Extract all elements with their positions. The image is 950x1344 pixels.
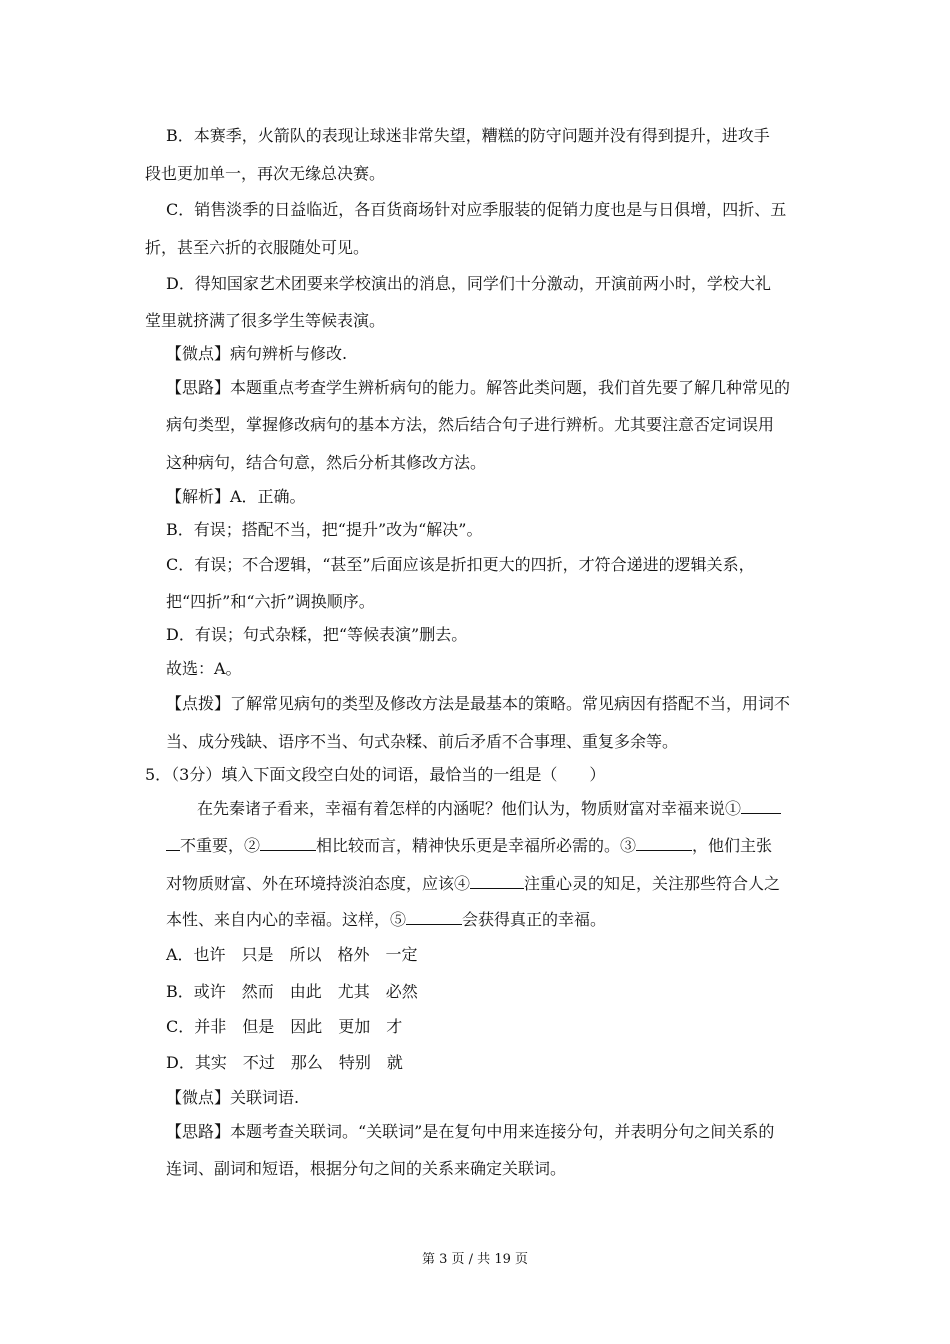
blank-5	[406, 910, 462, 925]
weidian-5: 【微点】关联词语.	[166, 1088, 300, 1107]
silu-5-line2: 连词、副词和短语，根据分句之间的关系来确定关联词。	[166, 1159, 567, 1178]
weidian-4: 【微点】病句辨析与修改.	[166, 344, 348, 363]
option-5c: C．并非 但是 因此 更加 才	[166, 1017, 403, 1036]
blank-4	[470, 874, 524, 889]
blank-1a	[741, 799, 781, 814]
passage-line1: 在先秦诸子看来，幸福有着怎样的内涵呢？他们认为，物质财富对幸福来说①	[197, 799, 781, 819]
jiexi-4-c-line2: 把“四折”和“六折”调换顺序。	[166, 592, 375, 611]
passage-line4: 本性、来自内心的幸福。这样，⑤ 会获得真正的幸福。	[166, 910, 607, 929]
dianbo-4-line2: 当、成分残缺、语序不当、句式杂糅、前后矛盾不合事理、重复多余等。	[166, 732, 679, 751]
jiexi-4-d: D．有误；句式杂糅，把“等候表演”删去。	[166, 625, 468, 644]
page-footer: 第 3 页 / 共 19 页	[422, 1252, 528, 1267]
silu-4-line2: 病句类型，掌握修改病句的基本方法，然后结合句子进行辨析。尤其要注意否定词误用	[166, 415, 775, 434]
option-c-line2: 折，甚至六折的衣服随处可见。	[145, 238, 370, 257]
option-5b: B．或许 然而 由此 尤其 必然	[166, 982, 418, 1001]
option-d-line2: 堂里就挤满了很多学生等候表演。	[145, 311, 386, 330]
jiexi-4-b: B．有误；搭配不当，把“提升”改为“解决”。	[166, 520, 483, 539]
answer-4: 故选：A。	[166, 659, 242, 678]
option-c-line1: C．销售淡季的日益临近，各百货商场针对应季服装的促销力度也是与日俱增，四折、五	[166, 200, 787, 219]
option-5d: D．其实 不过 那么 特别 就	[166, 1053, 403, 1072]
dianbo-4-line1: 【点拨】了解常见病句的类型及修改方法是最基本的策略。常见病因有搭配不当，用词不	[166, 694, 791, 713]
silu-4-line3: 这种病句，结合句意，然后分析其修改方法。	[166, 453, 487, 472]
question-5-stem: 5．（3分）填入下面文段空白处的词语，最恰当的一组是（ ）	[145, 765, 606, 784]
option-5a: A．也许 只是 所以 格外 一定	[166, 945, 418, 964]
option-b-line2: 段也更加单一，再次无缘总决赛。	[145, 164, 386, 183]
jiexi-4-a: 【解析】A．正确。	[166, 487, 306, 506]
passage-line2: 不重要，② 相比较而言，精神快乐更是幸福所必需的。③ ，他们主张	[166, 836, 772, 856]
blank-1b	[166, 836, 180, 851]
passage-line3: 对物质财富、外在环境持淡泊态度，应该④ 注重心灵的知足，关注那些符合人之	[166, 874, 781, 893]
option-b-line1: B．本赛季，火箭队的表现让球迷非常失望，糟糕的防守问题并没有得到提升，进攻手	[166, 126, 770, 145]
silu-4-line1: 【思路】本题重点考查学生辨析病句的能力。解答此类问题，我们首先要了解几种常见的	[166, 378, 791, 397]
jiexi-4-c-line1: C．有误；不合逻辑，“甚至”后面应该是折扣更大的四折，才符合递进的逻辑关系，	[166, 555, 755, 574]
blank-2	[260, 836, 316, 851]
option-d-line1: D．得知国家艺术团要来学校演出的消息，同学们十分激动，开演前两小时，学校大礼	[166, 274, 771, 293]
blank-3	[636, 836, 692, 851]
silu-5-line1: 【思路】本题考查关联词。“关联词”是在复句中用来连接分句，并表明分句之间关系的	[166, 1122, 775, 1141]
